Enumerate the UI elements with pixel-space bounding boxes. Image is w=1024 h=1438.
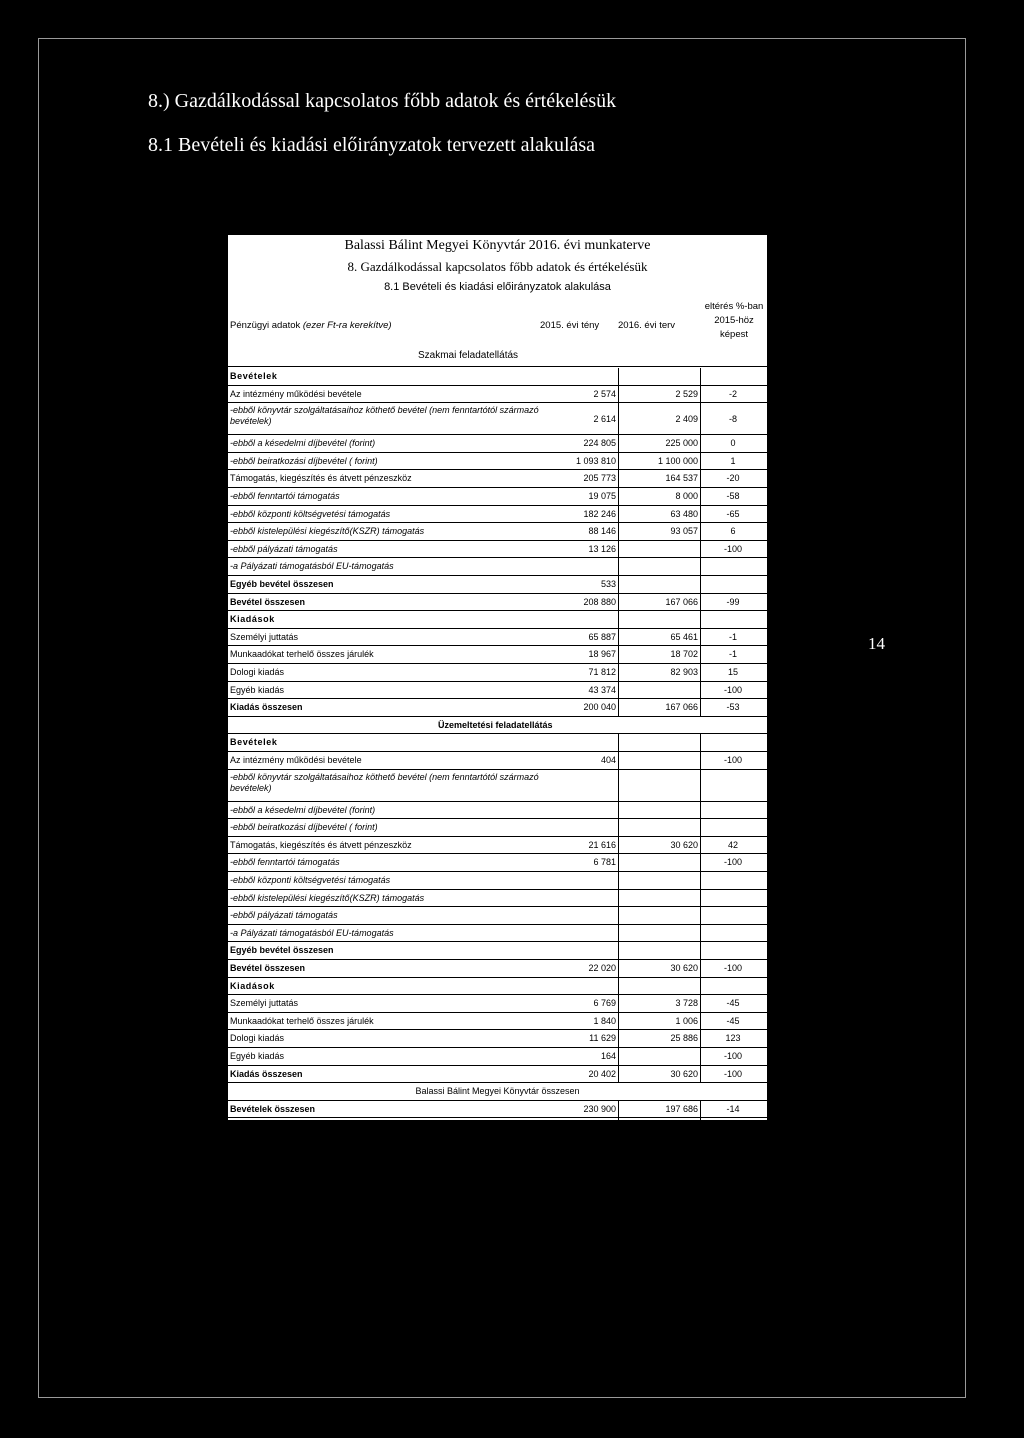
table-row bbox=[228, 942, 767, 960]
value-2016: 1 100 000 bbox=[628, 456, 698, 466]
row-label: Egyéb kiadás bbox=[230, 684, 285, 695]
value-2016: 18 702 bbox=[628, 649, 698, 659]
table-row bbox=[228, 682, 767, 700]
row-label: Az intézmény működési bevétele bbox=[230, 755, 362, 765]
table-row bbox=[228, 995, 767, 1013]
row-label: Támogatás, kiegészítés és átvett pénzeszköz bbox=[230, 473, 412, 484]
column-header-diff: eltérés %-ban 2015-höz képest bbox=[704, 301, 764, 340]
value-2016: 197 686 bbox=[628, 1104, 698, 1114]
value-diff: -100 bbox=[723, 684, 742, 695]
column-header-main: Pénzügyi adatok bbox=[230, 320, 301, 331]
row-label: Bevételek bbox=[230, 737, 278, 748]
row-label: Személyi juttatás bbox=[230, 631, 299, 642]
row-label: -ebből fenntartói támogatás bbox=[230, 491, 340, 501]
table-row bbox=[228, 435, 767, 453]
table-row bbox=[228, 1101, 767, 1119]
value-2015: 18 967 bbox=[546, 649, 616, 659]
row-label: Támogatás, kiegészítés és átvett pénzeszköz bbox=[230, 839, 412, 850]
table-row bbox=[228, 872, 767, 890]
table-row bbox=[228, 646, 767, 664]
row-label: Személyi juttatás bbox=[230, 998, 299, 1009]
value-diff: -1 bbox=[728, 649, 737, 660]
table-row bbox=[228, 1013, 767, 1031]
value-2015: 65 887 bbox=[546, 632, 616, 642]
value-diff: 6 bbox=[730, 526, 736, 537]
row-label: -ebből beiratkozási díjbevétel ( forint) bbox=[230, 455, 378, 466]
row-label: Egyéb bevétel összesen bbox=[230, 945, 334, 956]
table-row bbox=[228, 925, 767, 943]
table-row bbox=[228, 541, 767, 559]
table-row bbox=[228, 1030, 767, 1048]
table-row bbox=[228, 978, 767, 996]
row-label: -a Pályázati támogatásból EU-támogatás bbox=[230, 561, 394, 572]
row-label: Dologi kiadás bbox=[230, 667, 285, 677]
table-row bbox=[228, 611, 767, 629]
value-2016: 30 620 bbox=[628, 840, 698, 850]
table-row bbox=[228, 453, 767, 471]
table-row bbox=[228, 1048, 767, 1066]
table-row bbox=[228, 594, 767, 612]
table-row bbox=[228, 1118, 767, 1136]
value-2015: 2 574 bbox=[546, 389, 616, 399]
value-diff: -100 bbox=[723, 1051, 742, 1061]
table-row bbox=[228, 558, 767, 576]
table-row bbox=[228, 890, 767, 908]
value-2016: 30 620 bbox=[628, 963, 698, 973]
row-label: -ebből könyvtár szolgáltatásaihoz köthető bevétel (nem fenntartótól származó bevételek) bbox=[230, 405, 539, 427]
table-row bbox=[228, 368, 767, 386]
value-diff: -100 bbox=[723, 1068, 742, 1079]
section-title-total bbox=[228, 1083, 767, 1101]
value-2016: 1 006 bbox=[628, 1016, 698, 1026]
table-row bbox=[228, 629, 767, 647]
row-label: Bevétel összesen bbox=[230, 963, 306, 973]
value-2015: 533 bbox=[546, 579, 616, 589]
row-label: Bevétel összesen bbox=[230, 596, 306, 607]
value-2015: 6 781 bbox=[546, 857, 616, 867]
value-2015: 1 840 bbox=[546, 1016, 616, 1026]
value-2016: 8 000 bbox=[628, 491, 698, 501]
page-subheading: 8.1 Bevételi és kiadási előirányzatok tervezett alakulása bbox=[148, 134, 596, 156]
row-label: -ebből központi költségvetési támogatás bbox=[230, 508, 391, 519]
value-2015: 43 374 bbox=[546, 685, 616, 695]
value-2015: 21 616 bbox=[546, 840, 616, 850]
value-diff: -100 bbox=[723, 543, 742, 554]
value-diff: -2 bbox=[728, 388, 737, 399]
table-row bbox=[228, 854, 767, 872]
value-2016: 164 537 bbox=[628, 473, 698, 483]
value-2015: 220 442 bbox=[546, 1121, 616, 1131]
table-row bbox=[228, 664, 767, 682]
value-2015: 19 075 bbox=[546, 491, 616, 501]
page-number: 14 bbox=[868, 634, 885, 653]
value-2015: 22 020 bbox=[546, 963, 616, 973]
row-label: Kiadások bbox=[230, 614, 275, 625]
value-2016: 82 903 bbox=[628, 667, 698, 677]
value-2015: 2 614 bbox=[546, 414, 616, 424]
row-label: -ebből beiratkozási díjbevétel ( forint) bbox=[230, 822, 378, 833]
value-2015: 230 900 bbox=[546, 1104, 616, 1114]
column-header-label bbox=[230, 320, 392, 331]
value-2016: 2 409 bbox=[628, 414, 698, 424]
value-diff: -99 bbox=[726, 596, 740, 607]
row-label: Egyéb kiadás bbox=[230, 1051, 285, 1061]
value-2016: 2 529 bbox=[628, 389, 698, 399]
row-label: Egyéb bevétel összesen bbox=[230, 579, 334, 589]
value-2015: 205 773 bbox=[546, 473, 616, 483]
row-label: Munkaadókat terhelő összes járulék bbox=[230, 1015, 374, 1026]
value-2016: 63 480 bbox=[628, 509, 698, 519]
row-label: -ebből kistelepülési kiegészítő(KSZR) támogatás bbox=[230, 526, 425, 537]
row-label: Bevételek összesen bbox=[230, 1103, 316, 1114]
table-row bbox=[228, 802, 767, 820]
value-2016: 93 057 bbox=[628, 526, 698, 536]
value-diff: 123 bbox=[725, 1033, 741, 1044]
value-2016: 167 066 bbox=[628, 597, 698, 607]
table-row bbox=[228, 752, 767, 770]
row-label: -ebből könyvtár szolgáltatásaihoz köthető bevétel (nem fenntartótól származó bevételek) bbox=[230, 771, 539, 793]
row-label: Kiadások összesen bbox=[230, 1121, 314, 1132]
table-row bbox=[228, 506, 767, 524]
value-2016: 167 066 bbox=[628, 702, 698, 712]
row-label: -a Pályázati támogatásból EU-támogatás bbox=[230, 927, 394, 938]
value-diff: -10 bbox=[726, 1121, 740, 1132]
table-row bbox=[228, 770, 767, 802]
value-diff: -14 bbox=[726, 1103, 740, 1114]
table-row bbox=[228, 907, 767, 925]
table-row bbox=[228, 576, 767, 594]
row-label: Bevételek bbox=[230, 371, 278, 381]
value-2015: 13 126 bbox=[546, 544, 616, 554]
value-diff: -100 bbox=[723, 857, 742, 868]
row-label: Munkaadókat terhelő összes járulék bbox=[230, 649, 374, 660]
value-2016: 3 728 bbox=[628, 998, 698, 1008]
value-diff: -53 bbox=[726, 702, 740, 713]
table-row bbox=[228, 734, 767, 752]
value-2015: 71 812 bbox=[546, 667, 616, 677]
section-title-total-label: Balassi Bálint Megyei Könyvtár összesen bbox=[415, 1086, 580, 1097]
table-row bbox=[228, 699, 767, 717]
row-label: -ebből kistelepülési kiegészítő(KSZR) támogatás bbox=[230, 892, 425, 903]
header-divider bbox=[228, 366, 767, 367]
table-row bbox=[228, 403, 767, 435]
sheet-title: Balassi Bálint Megyei Könyvtár 2016. évi munkaterve bbox=[344, 238, 651, 253]
value-2015: 182 246 bbox=[546, 509, 616, 519]
value-2015: 11 629 bbox=[546, 1033, 616, 1043]
row-label: Kiadások bbox=[230, 980, 275, 991]
table-row bbox=[228, 386, 767, 404]
value-2015: 20 402 bbox=[546, 1069, 616, 1079]
table-row bbox=[228, 837, 767, 855]
column-header-note: (ezer Ft-ra kerekítve) bbox=[302, 320, 392, 331]
table-row bbox=[228, 470, 767, 488]
table-row bbox=[228, 488, 767, 506]
value-2015: 224 805 bbox=[546, 438, 616, 448]
column-header-2015: 2015. évi tény bbox=[540, 320, 600, 331]
value-2015: 6 769 bbox=[546, 998, 616, 1008]
value-2016: 197 686 bbox=[628, 1121, 698, 1131]
value-diff: -8 bbox=[728, 414, 737, 425]
value-2015: 164 bbox=[546, 1051, 616, 1061]
value-2015: 404 bbox=[546, 755, 616, 765]
value-diff: -100 bbox=[723, 963, 742, 973]
row-label: Dologi kiadás bbox=[230, 1033, 285, 1044]
value-2016: 30 620 bbox=[628, 1069, 698, 1079]
row-label: -ebből pályázati támogatás bbox=[230, 543, 338, 554]
value-diff: -58 bbox=[726, 491, 740, 501]
table-row bbox=[228, 960, 767, 978]
row-label: -ebből pályázati támogatás bbox=[230, 910, 338, 921]
value-2015: 208 880 bbox=[546, 597, 616, 607]
value-diff: -45 bbox=[726, 1015, 740, 1026]
row-label: -ebből a késedelmi díjbevétel (forint) bbox=[230, 438, 376, 449]
value-diff: -45 bbox=[726, 998, 740, 1009]
value-diff: 15 bbox=[727, 667, 738, 677]
value-diff: 42 bbox=[727, 839, 738, 850]
row-label: -ebből a késedelmi díjbevétel (forint) bbox=[230, 804, 376, 815]
budget-sheet bbox=[226, 233, 769, 1132]
table-row bbox=[228, 1066, 767, 1084]
page-heading: 8.) Gazdálkodással kapcsolatos főbb adatok és értékelésük bbox=[148, 90, 617, 112]
row-label: -ebből fenntartói támogatás bbox=[230, 857, 340, 868]
value-2016: 225 000 bbox=[628, 438, 698, 448]
value-diff: 0 bbox=[730, 438, 736, 449]
table-row bbox=[228, 819, 767, 837]
value-2015: 200 040 bbox=[546, 702, 616, 712]
sheet-subtitle: 8. Gazdálkodással kapcsolatos főbb adatok és értékelésük bbox=[347, 259, 648, 274]
value-2016: 25 886 bbox=[628, 1033, 698, 1043]
row-label: Kiadás összesen bbox=[230, 702, 303, 713]
value-diff: -1 bbox=[728, 631, 737, 642]
value-diff: -20 bbox=[726, 473, 740, 484]
section-title-uzemeltetesi-label: Üzemeltetési feladatellátás bbox=[438, 719, 553, 730]
value-diff: -65 bbox=[726, 508, 740, 519]
value-2015: 88 146 bbox=[546, 526, 616, 536]
value-diff: 1 bbox=[730, 455, 736, 466]
section-title-szakmai: Szakmai feladatellátás bbox=[418, 350, 519, 361]
value-2015: 1 093 810 bbox=[546, 456, 616, 466]
table-row bbox=[228, 523, 767, 541]
column-header-2016: 2016. évi terv bbox=[618, 320, 676, 331]
row-label: Kiadás összesen bbox=[230, 1068, 303, 1079]
value-diff: -100 bbox=[723, 755, 742, 765]
sheet-subtitle-2: 8.1 Bevételi és kiadási előirányzatok alakulása bbox=[384, 281, 611, 293]
row-label: Az intézmény működési bevétele bbox=[230, 388, 362, 399]
value-2016: 65 461 bbox=[628, 632, 698, 642]
row-label: -ebből központi költségvetési támogatás bbox=[230, 875, 391, 885]
section-title-uzemeltetesi bbox=[228, 717, 767, 735]
